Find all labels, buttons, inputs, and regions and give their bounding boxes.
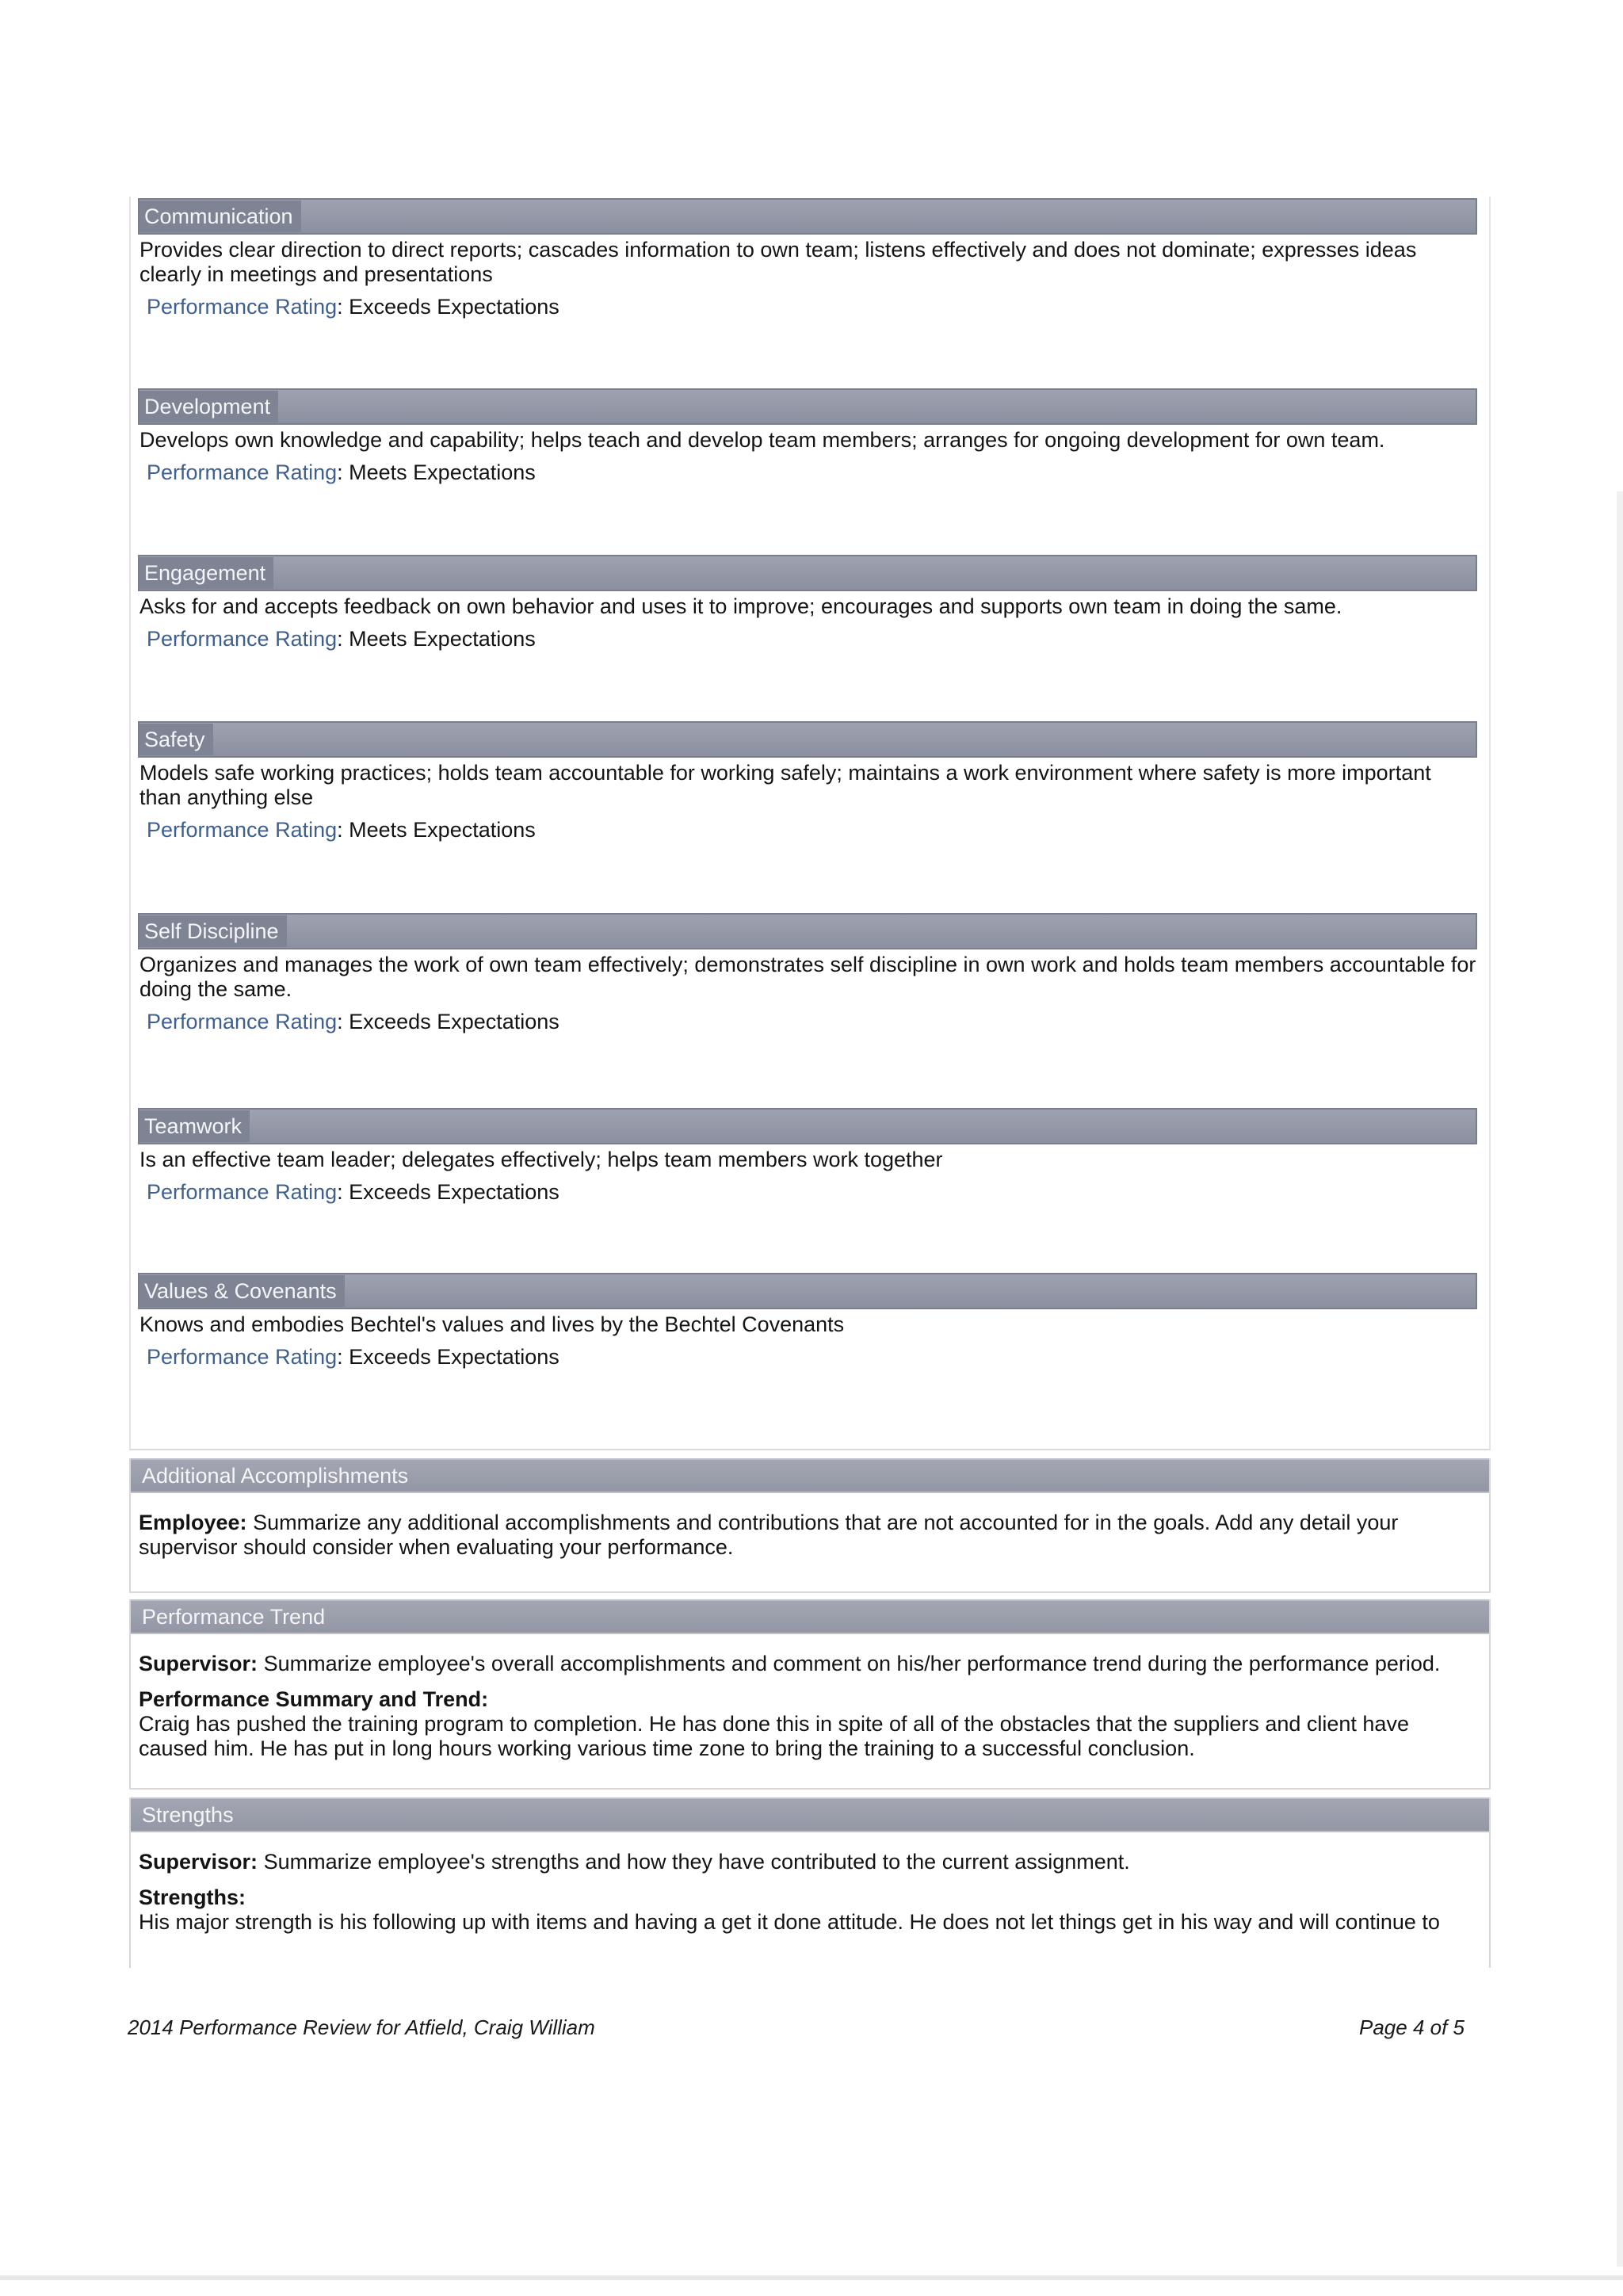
rating-label: Performance Rating [147, 1345, 338, 1369]
footer-page-number: Page 4 of 5 [1359, 2015, 1465, 2039]
scan-bottom-edge [0, 2275, 1623, 2280]
rating-value: Exceeds Expectations [349, 295, 559, 319]
strengths-heading: Strengths: [139, 1885, 246, 1909]
competency-header-bar [138, 721, 1477, 758]
competency-description: Organizes and manages the work of own team effectively; demonstrates self discipline in own work and holds team members accountable for doing the same. [139, 953, 1476, 1001]
competency-header-bar [138, 388, 1477, 425]
competency-teamwork [138, 1108, 1477, 1205]
competency-title: Communication [139, 201, 301, 232]
performance-rating: Performance Rating: Exceeds Expectations [147, 1345, 559, 1369]
page-edge-shadow [1617, 491, 1623, 2267]
competency-header-bar [138, 1273, 1477, 1309]
competency-safety [138, 721, 1477, 842]
rating-label: Performance Rating [147, 460, 338, 484]
rating-label: Performance Rating [147, 295, 338, 319]
section-instruction: Summarize any additional accomplishments and contributions that are not accounted for in the goals. Add any detail your supervisor should consider when evaluating your performance. [139, 1511, 1399, 1559]
rating-value: Meets Expectations [349, 627, 536, 651]
rating-value: Meets Expectations [349, 818, 536, 842]
competency-title: Teamwork [139, 1110, 250, 1142]
competency-description: Asks for and accepts feedback on own behavior and uses it to improve; encourages and supports own team in doing the same. [139, 594, 1342, 618]
competency-title: Values & Covenants [139, 1275, 345, 1307]
competency-description: Develops own knowledge and capability; helps teach and develop team members; arranges for ongoing development for own team. [139, 428, 1385, 452]
rating-label: Performance Rating [147, 627, 338, 651]
role-label: Employee: [139, 1511, 247, 1534]
rating-value: Exceeds Expectations [349, 1345, 559, 1369]
summary-text: Craig has pushed the training program to completion. He has done this in spite of all of the obstacles that the suppliers and client have caused him. He has put in long hours working various time zone to bring the training to a successful conclusion. [139, 1712, 1409, 1760]
competency-header-bar [138, 198, 1477, 235]
competency-communication [138, 198, 1477, 319]
performance-rating: Performance Rating: Meets Expectations [147, 627, 536, 651]
competency-header-bar [138, 555, 1477, 591]
competency-development [138, 388, 1477, 485]
performance-rating: Performance Rating: Meets Expectations [147, 460, 536, 484]
rating-label: Performance Rating [147, 818, 338, 842]
performance-rating: Performance Rating: Exceeds Expectations [147, 1180, 559, 1204]
rating-value: Exceeds Expectations [349, 1180, 559, 1204]
competency-description: Models safe working practices; holds team accountable for working safely; maintains a work environment where safety is more important than anything else [139, 761, 1431, 809]
competency-self-discipline [138, 913, 1477, 1034]
footer-document-title: 2014 Performance Review for Atfield, Craig William [128, 2015, 595, 2039]
competency-values-covenants [138, 1273, 1477, 1370]
performance-rating: Performance Rating: Meets Expectations [147, 818, 536, 842]
competency-title: Development [139, 391, 278, 422]
section-title: Strengths [131, 1797, 1489, 1832]
competency-header-bar [138, 1108, 1477, 1144]
performance-rating: Performance Rating: Exceeds Expectations [147, 1010, 559, 1033]
competency-title: Self Discipline [139, 915, 287, 947]
role-label: Supervisor: [139, 1850, 258, 1874]
competency-title: Safety [139, 724, 213, 755]
competency-title: Engagement [139, 557, 273, 589]
competency-description: Provides clear direction to direct reports; cascades information to own team; listens effectively and does not dominate; expresses ideas clearly in meetings and presentations [139, 238, 1417, 286]
section-title: Additional Accomplishments [131, 1458, 1489, 1493]
rating-value: Exceeds Expectations [349, 1010, 559, 1033]
rating-label: Performance Rating [147, 1010, 338, 1033]
rating-value: Meets Expectations [349, 460, 536, 484]
strengths-text: His major strength is his following up with items and having a get it done attitude. He does not let things get in his way and will continue to [139, 1910, 1440, 1934]
strengths-section [129, 1797, 1491, 1968]
section-instruction: Summarize employee's strengths and how they have contributed to the current assignment. [263, 1850, 1130, 1874]
competency-header-bar [138, 913, 1477, 949]
performance-rating: Performance Rating: Exceeds Expectations [147, 295, 559, 319]
summary-heading: Performance Summary and Trend: [139, 1687, 489, 1711]
additional-accomplishments-section [129, 1458, 1491, 1593]
section-body [131, 1493, 1489, 1579]
section-instruction: Summarize employee's overall accomplishments and comment on his/her performance trend during the performance period. [263, 1652, 1441, 1675]
section-body [131, 1832, 1489, 1943]
competency-engagement [138, 555, 1477, 651]
competency-description: Is an effective team leader; delegates effectively; helps team members work together [139, 1148, 943, 1171]
performance-trend-section [129, 1599, 1491, 1790]
rating-label: Performance Rating [147, 1180, 338, 1204]
competency-description: Knows and embodies Bechtel's values and lives by the Bechtel Covenants [139, 1312, 845, 1336]
section-title: Performance Trend [131, 1599, 1489, 1634]
section-body [131, 1634, 1489, 1769]
role-label: Supervisor: [139, 1652, 258, 1675]
